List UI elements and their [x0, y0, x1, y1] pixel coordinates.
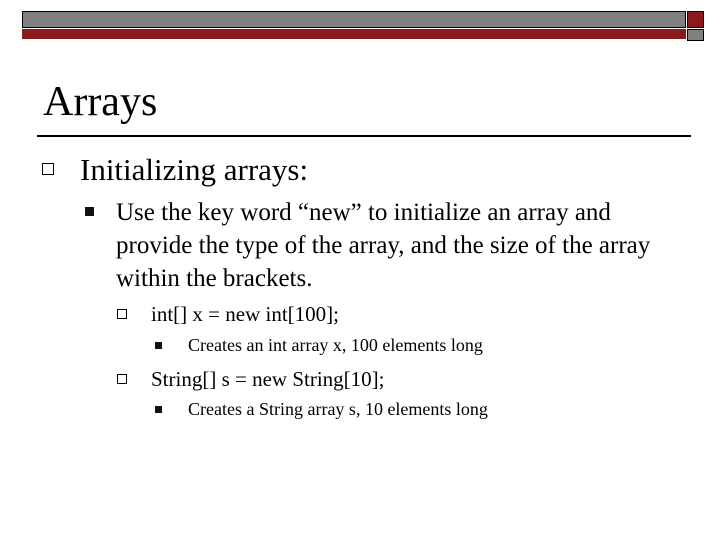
hollow-square-bullet-icon: [42, 163, 54, 175]
filled-square-bullet-icon: [155, 406, 162, 413]
filled-square-bullet-icon: [85, 207, 94, 216]
header-red-square: [687, 11, 704, 28]
slide-title: Arrays: [43, 79, 158, 125]
bullet-level2: Use the key word “new” to initialize an array and provide the type of the array, and the size of the array within the brackets.: [116, 199, 651, 292]
bullet-level3-int-array: int[] x = new int[100];: [151, 302, 339, 326]
bullet-level4-int-desc: Creates an int array x, 100 elements long: [188, 335, 483, 355]
bullet-level1: Initializing arrays:: [80, 152, 309, 187]
title-divider: [37, 135, 691, 137]
bullet-level4-string-desc: Creates a String array s, 10 elements long: [188, 399, 488, 419]
bullet-level3-string-array: String[] s = new String[10];: [151, 367, 385, 391]
header-red-band: [22, 29, 686, 39]
filled-square-bullet-icon: [155, 342, 162, 349]
hollow-square-bullet-icon: [117, 309, 127, 319]
header-gray-square: [687, 29, 704, 41]
hollow-square-bullet-icon: [117, 374, 127, 384]
header-gray-band: [22, 11, 686, 28]
